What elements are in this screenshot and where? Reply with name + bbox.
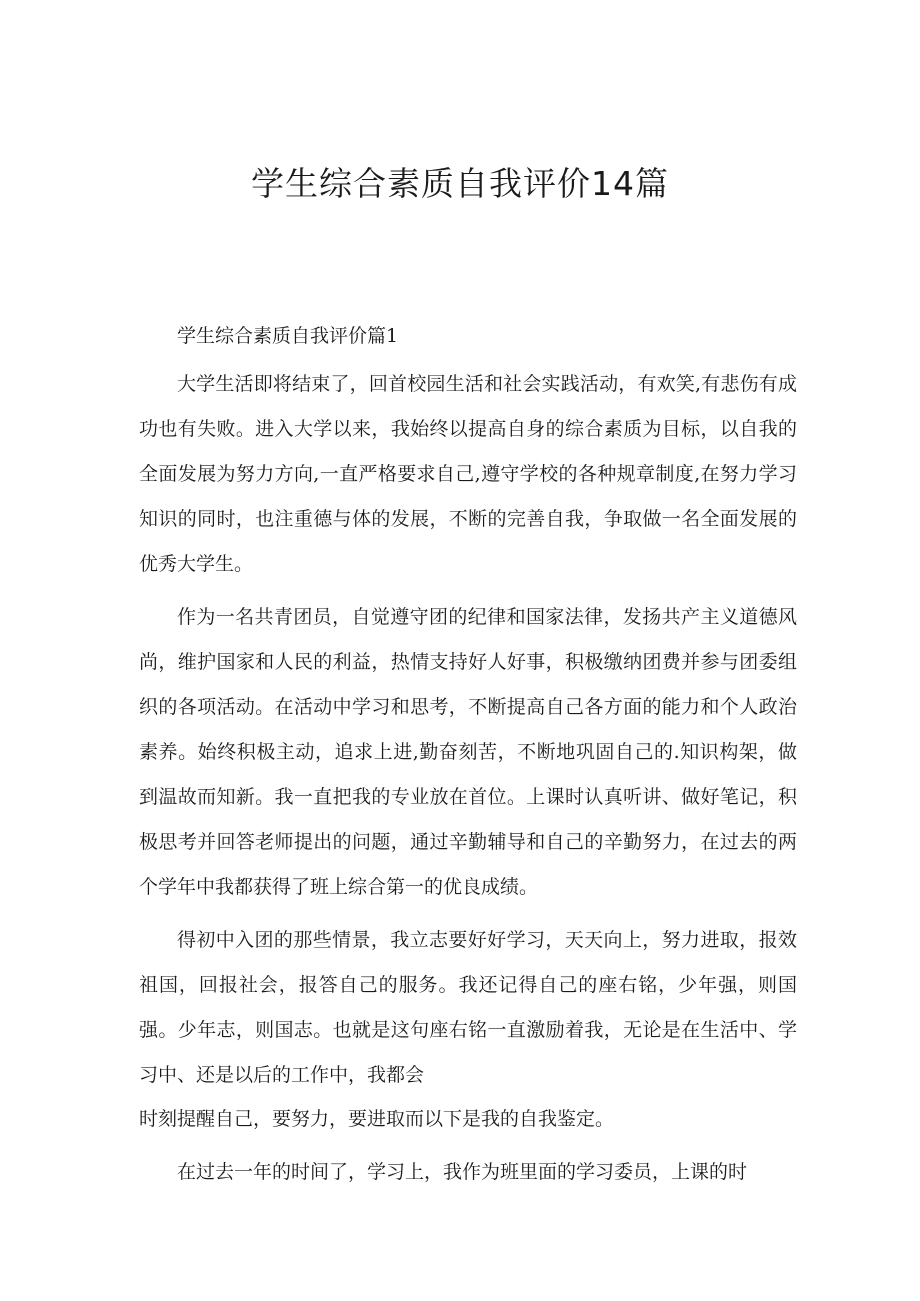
document-body: [139, 314, 797, 1203]
document-title: 学生综合素质自我评价14篇: [251, 164, 669, 203]
paragraph-4: 时刻提醒自己，要努力，要进取而以下是我的自我鉴定。: [139, 1108, 615, 1130]
paragraph-1: 大学生活即将结束了，回首校园生活和社会实践活动，有欢笑,有悲伤有成功也有失败。进入大学以来，我始终以提高自身的综合素质为目标，以自我的全面发展为努力方向,一直严格要求自己,遵守学校的各种规章制度,在努力学习知识的同时，也注重德与体的发展，不断的完善自我，争取做一名全面发展的优秀大学生。: [139, 373, 797, 575]
section-heading: 学生综合素质自我评价篇1: [177, 325, 399, 347]
paragraph-5: 在过去一年的时间了，学习上，我作为班里面的学习委员，上课的时: [177, 1161, 748, 1183]
paragraph-3: 得初中入团的那些情景，我立志要好好学习，天天向上，努力进取，报效祖国，回报社会，报答自己的服务。我还记得自己的座右铭，少年强，则国强。少年志，则国志。也就是这句座右铭一直激励着我，无论是在生活中、学习中、还是以后的工作中，我都会: [139, 929, 797, 1086]
paragraph-2: 作为一名共青团员，自觉遵守团的纪律和国家法律，发扬共产主义道德风尚，维护国家和人民的利益，热情支持好人好事，积极缴纳团费并参与团委组织的各项活动。在活动中学习和思考，不断提高自己各方面的能力和个人政治素养。始终积极主动，追求上进,勤奋刻苦，不断地巩固自己的.知识构架，做到温故而知新。我一直把我的专业放在首位。上课时认真听讲、做好笔记，积极思考并回答老师提出的问题，通过辛勤辅导和自己的辛勤努力，在过去的两个学年中我都获得了班上综合第一的优良成绩。: [139, 606, 797, 898]
